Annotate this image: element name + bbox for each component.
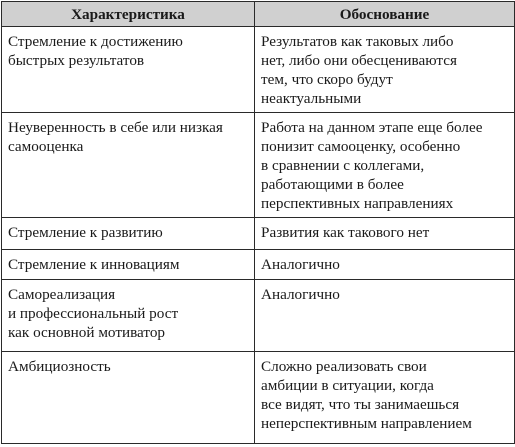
justification-text: Аналогично: [261, 286, 340, 303]
justification-cell: [255, 352, 515, 444]
characteristic-text: Стремление к достижению быстрых результатов: [8, 33, 183, 69]
characteristic-cell: [2, 27, 255, 113]
justification-text: Результатов как таковых либо нет, либо они обесцениваются тем, что скоро будут неактуальными: [261, 33, 457, 107]
characteristic-text: Стремление к инновациям: [8, 256, 180, 273]
header-justification: Обоснование: [255, 2, 515, 27]
characteristic-text: Амбициозность: [8, 358, 111, 375]
table-row: [2, 218, 515, 250]
justification-cell: [255, 280, 515, 352]
justification-cell: [255, 113, 515, 218]
justification-cell: [255, 27, 515, 113]
table-row: [2, 113, 515, 218]
characteristic-cell: [2, 113, 255, 218]
justification-text: Работа на данном этапе еще более понизит самооценку, особенно в сравнении с коллегами, работающими в более перспективных направлениях: [261, 119, 483, 212]
table-row: [2, 352, 515, 444]
justification-text: Сложно реализовать свои амбиции в ситуации, когда все видят, что ты занимаешься неперспективным направлением: [261, 358, 472, 432]
characteristic-text: Стремление к развитию: [8, 224, 163, 241]
justification-cell: [255, 218, 515, 250]
table-row: [2, 27, 515, 113]
table-row: [2, 250, 515, 280]
characteristic-text: Неуверенность в себе или низкая самооценка: [8, 119, 223, 155]
characteristic-cell: [2, 218, 255, 250]
header-row: [2, 2, 515, 27]
characteristic-cell: [2, 280, 255, 352]
justification-text: Развития как такового нет: [261, 224, 430, 241]
table-body: [2, 27, 515, 444]
characteristic-text: Самореализация и профессиональный рост как основной мотиватор: [8, 286, 179, 341]
header-characteristic: Характеристика: [2, 2, 255, 27]
table-row: [2, 280, 515, 352]
characteristics-table: [1, 1, 515, 444]
characteristic-cell: [2, 352, 255, 444]
table-header: [2, 2, 515, 27]
justification-text: Аналогично: [261, 256, 340, 273]
characteristic-cell: [2, 250, 255, 280]
justification-cell: [255, 250, 515, 280]
